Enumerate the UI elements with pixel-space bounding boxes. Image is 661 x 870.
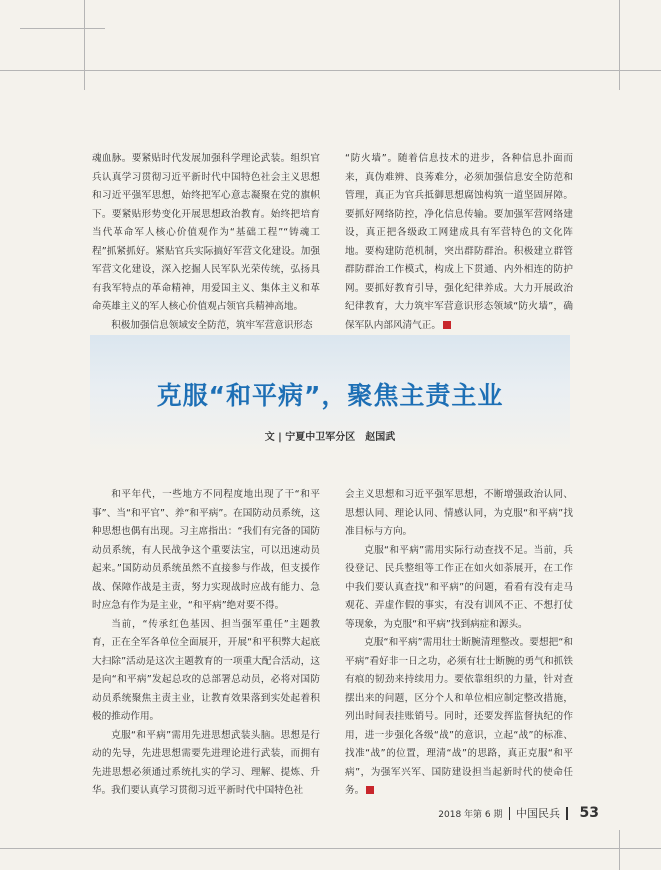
top-left-vertical-rule bbox=[84, 0, 85, 90]
page-number: 53 bbox=[579, 805, 599, 821]
end-mark-icon bbox=[366, 786, 374, 794]
top-right-column bbox=[345, 150, 573, 335]
footer-divider bbox=[509, 807, 511, 820]
bottom-left-column bbox=[92, 486, 320, 801]
top-right-vertical-rule bbox=[619, 0, 620, 90]
footer-divider bbox=[566, 807, 568, 820]
paragraph: 当前，“传承红色基因、担当强军重任”主题教育，正在全军各单位全面展开，开展“和平积弊大起底大扫除”活动是这次主题教育的一项重大配合活动，这是向“和平病”发起总攻的总部署总动员，必将对国防动员系统聚焦主责主业，让教育效果落到实处起着积极的推动作用。 bbox=[92, 618, 320, 722]
top-left-column bbox=[92, 150, 320, 335]
magazine-name: 中国民兵 bbox=[516, 807, 561, 820]
page-footer bbox=[438, 805, 599, 821]
paragraph: 魂血脉。要紧贴时代发展加强科学理论武装。组织官兵认真学习贯彻习近平新时代中国特色社会主义思想和习近平强军思想，始终把军心意志凝聚在党的旗帜下。要紧贴形势变化开展思想政治教育。始终把培育当代革命军人核心价值观作为“基础工程”“铸魂工程”抓紧抓好。紧贴官兵实际搞好军营文化建设。加强军营文化建设，深入挖掘人民军队光荣传统，弘扬具有我军特点的革命精神，用爱国主义、集体主义和革命英雄主义的军人核心价值观占领官兵精神高地。 bbox=[92, 153, 320, 312]
bottom-right-column bbox=[345, 486, 573, 801]
paragraph: 和平年代，一些地方不同程度地出现了干“和平事”、当“和平官”、养“和平病”。在国防动员系统，这种思想也偶有出现。习主席指出：“我们有完备的国防动员系统，有人民战争这个重要法宝，可以迅速动员起来。”国防动员系统虽然不直接参与作战，但支援作战、保障作战是主责，努力实现战时应战有能力、急时应急有作为是主业，“和平病”绝对要不得。 bbox=[92, 489, 320, 611]
article-byline: 文 | 宁夏中卫军分区 赵国武 bbox=[264, 432, 396, 443]
paragraph: 克服“和平病”需用壮士断腕清理整改。要想把“和平病”看好非一日之功，必须有壮士断腕的勇气和抓铁有痕的韧劲来持续用力。要依靠组织的力量，针对查摆出来的问题，区分个人和单位相应制定整改措施，列出时间表挂账销号。同时，还要发挥监督执纪的作用，进一步强化各级“战”的意识，立起“战”的标准、找准“战”的位置，理清“战”的思路，真正克服“和平病”，为强军兴军、国防建设担当起新时代的使命任务。 bbox=[345, 637, 573, 796]
issue-label: 2018 年第 6 期 bbox=[438, 809, 503, 820]
paragraph: 积极加强信息领域安全防范，筑牢军营意识形态 bbox=[111, 319, 313, 331]
article-title: 克服“和平病”，聚焦主责主业 bbox=[156, 381, 504, 410]
paragraph: 会主义思想和习近平强军思想，不断增强政治认同、思想认同、理论认同、情感认同，为克服“和平病”找准目标与方向。 bbox=[345, 489, 573, 537]
paragraph: “防火墙”。随着信息技术的进步，各种信息扑面而来，真伪难辨、良莠难分，必须加强信息安全防范和管理，真正为官兵抵御思想腐蚀构筑一道坚固屏障。要抓好网络防控，净化信息传输。要加强军营网络建设，真正把各级政工网建成具有军营特色的文化阵地。要构建防范机制，突出群防群治。积极建立群管群防群治工作模式，构成上下贯通、内外相连的防护网。要抓好教育引导，强化纪律养成。大力开展政治纪律教育，大力筑牢军营意识形态领域“防火墙”，确保军队内部风清气正。 bbox=[345, 153, 573, 331]
top-rule bbox=[0, 70, 661, 71]
top-short-rule bbox=[20, 28, 105, 29]
paragraph: 克服“和平病”需用先进思想武装头脑。思想是行动的先导，先进思想需要先进理论进行武装，而拥有先进思想必须通过系统扎实的学习、理解、提炼、升华。我们要认真学习贯彻习近平新时代中国特色社 bbox=[92, 729, 320, 796]
end-mark-icon bbox=[443, 321, 451, 329]
bottom-right-vertical-rule bbox=[619, 830, 620, 870]
bottom-rule bbox=[0, 848, 661, 849]
paragraph: 克服“和平病”需用实际行动查找不足。当前，兵役登记、民兵整组等工作正在如火如荼展开，在工作中我们要认真查找“和平病”的问题，看看有没有走马观花、弄虚作假的事实，有没有训风不正、不想打仗等现象，为克服“和平病”找到病症和源头。 bbox=[345, 544, 573, 630]
